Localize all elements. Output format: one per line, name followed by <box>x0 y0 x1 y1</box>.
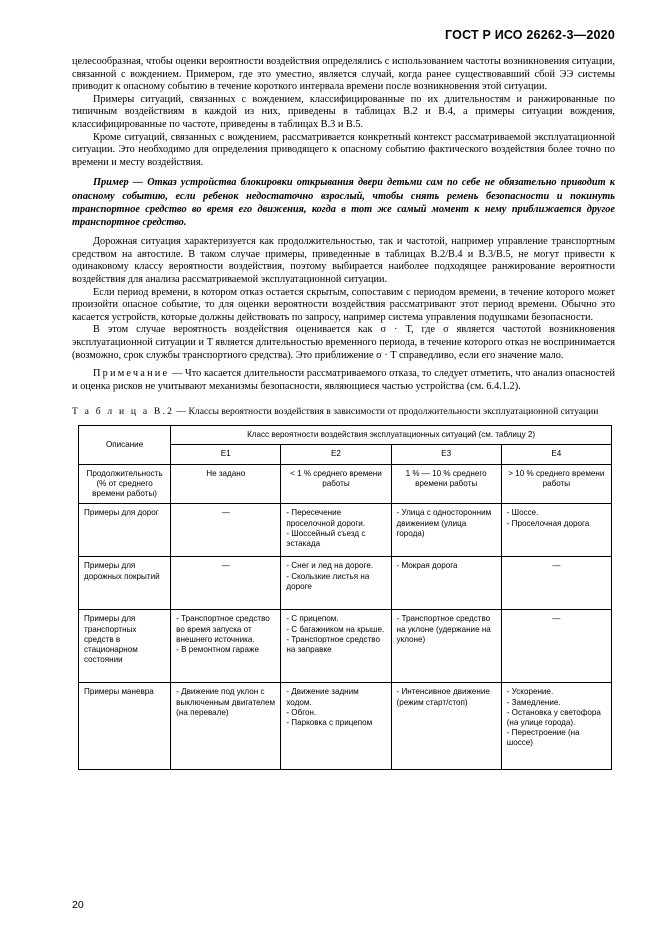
row-cell: - Пересечение проселочной дороги. - Шоссейный съезд с эстакада <box>281 504 391 557</box>
row-cell: 1 % — 10 % среднего времени работы <box>391 464 501 504</box>
table-header-row-group <box>79 426 612 445</box>
row-cell: - С прицепом. - С багажником на крыше. - Транспортное средство на заправке <box>281 610 391 683</box>
table-row <box>79 683 612 770</box>
table-header-description: Описание <box>79 426 171 464</box>
paragraph-6: В этом случае вероятность воздействия оценивается как σ · T, где σ является частотой возникновения эксплуатационной ситуации и T является длительностью временного периода, в течение которого отказ не воспринимается (возможно, срок службы транспортного средства). Это приближение σ · T справедливо, если его значение мало. <box>72 324 615 361</box>
row-label: Примеры маневра <box>79 683 171 770</box>
document-header: ГОСТ Р ИСО 26262-3—2020 <box>445 28 615 42</box>
table-header-e4: E4 <box>501 445 611 464</box>
row-cell: — <box>171 557 281 610</box>
row-cell: > 10 % среднего времени работы <box>501 464 611 504</box>
paragraph-1: целесообразная, чтобы оценки вероятности воздействия определялись с использованием частоты возникновения ситуации, связанной с вождением. Примером, где это уместно, является случай, когда ранее существовавший сбой ЭЭ системы приводит к опасному событию в течение короткого интервала времени после возникновения этой ситуации. <box>72 56 615 93</box>
table-header-e3: E3 <box>391 445 501 464</box>
paragraph-5: Если период времени, в котором отказ остается скрытым, сопоставим с периодом времени, в течение которого может произойти опасное событие, то для оценки вероятности воздействия рассматривают этот период времени. Обычно это касается устройств, которые должны действовать по запросу, например система управления подушками безопасности. <box>72 286 615 323</box>
row-label: Примеры для дорог <box>79 504 171 557</box>
table-header-e2: E2 <box>281 445 391 464</box>
table-header-group: Класс вероятности воздействия эксплуатационных ситуаций (см. таблицу 2) <box>171 426 612 445</box>
row-cell: < 1 % среднего времени работы <box>281 464 391 504</box>
table-row <box>79 464 612 504</box>
table-body <box>79 464 612 770</box>
paragraph-2: Примеры ситуаций, связанных с вождением, классифицированные по их длительностям и ранжированные по типичным воздействиям в каждой из них, приведены в таблицах В.2 и В.4, а примеры ситуации вождения, классифицированные по частоте, приведены в таблицах В.3 и В.5. <box>72 93 615 130</box>
row-label: Продолжительность (% от среднего времени работы) <box>79 464 171 504</box>
row-label: Примеры для транспортных средств в стационарном состоянии <box>79 610 171 683</box>
note-text: — Что касается длительности рассматриваемого отказа, то следует отметить, что анализ опасностей и оценка рисков не учитывают механизмы безопасности, являющиеся частью устройства (см. 6.4.1.2). <box>72 368 616 392</box>
table-row <box>79 610 612 683</box>
row-cell: - Улица с односторонним движением (улица города) <box>391 504 501 557</box>
row-cell: - Интенсивное движение (режим старт/стоп) <box>391 683 501 770</box>
exposure-class-table <box>78 425 612 770</box>
note-label: Примечание <box>93 368 170 380</box>
table-caption-label: Т а б л и ц а В.2 <box>72 406 175 418</box>
page-number: 20 <box>72 899 84 911</box>
row-cell: - Мокрая дорога <box>391 557 501 610</box>
table-caption <box>72 406 615 418</box>
row-cell: - Снег и лед на дороге. - Скользкие листья на дороге <box>281 557 391 610</box>
row-label: Примеры для дорожных покрытий <box>79 557 171 610</box>
table-caption-text: — Классы вероятности воздействия в зависимости от продолжительности эксплуатационной ситуации <box>176 406 599 418</box>
row-cell: Не задано <box>171 464 281 504</box>
row-cell: — <box>501 557 611 610</box>
row-cell: - Ускорение. - Замедление. - Остановка у светофора (на улице города). - Перестроение (на шоссе) <box>501 683 611 770</box>
table-row <box>79 557 612 610</box>
note-block <box>72 368 615 393</box>
table-header-e1: E1 <box>171 445 281 464</box>
row-cell: - Шоссе. - Проселочная дорога <box>501 504 611 557</box>
row-cell: - Движение под уклон с выключенным двигателем (на перевале) <box>171 683 281 770</box>
row-cell: — <box>501 610 611 683</box>
row-cell: - Движение задним ходом. - Обгон. - Парковка с прицепом <box>281 683 391 770</box>
table-row <box>79 504 612 557</box>
paragraph-4: Дорожная ситуация характеризуется как продолжительностью, так и частотой, например управление транспортным средством на автостиле. В таком случае примеры, приведенные в таблицах В.2/В.4 и В.3/В.5, не могут привести к одинаковому классу вероятности воздействия, поэтому выбирается наиболее подходящее ранжирование вероятности воздействия для анализа рассматриваемой эксплуатационной ситуации. <box>72 236 615 285</box>
row-cell: - Транспортное средство на уклоне (удержание на уклоне) <box>391 610 501 683</box>
paragraph-3: Кроме ситуаций, связанных с вождением, рассматривается конкретный контекст рассматриваемой эксплуатационной ситуации. Это необходимо для определения приводящего к опасному событию фактического воздействия более точно по времени и месту воздействия. <box>72 131 615 168</box>
row-cell: — <box>171 504 281 557</box>
example-block: Пример — Отказ устройства блокировки открывания двери детьми сам по себе не обязательно приводит к опасному событию, если ребенок недостаточно взрослый, чтобы снять ремень безопасности и покинуть транспортное средство во время его движения, когда в тот же самый момент к нему приближается другое транспортное средство. <box>72 177 615 228</box>
row-cell: - Транспортное средство во время запуска от внешнего источника. - В ремонтном гараже <box>171 610 281 683</box>
